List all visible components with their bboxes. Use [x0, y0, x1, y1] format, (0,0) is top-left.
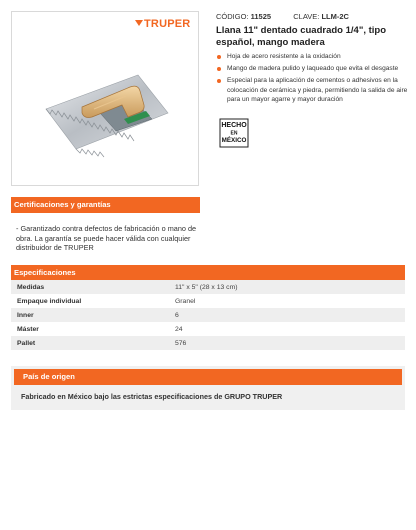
certifications-heading: Certificaciones y garantías [11, 197, 200, 213]
feature-list [216, 52, 411, 107]
product-codes [216, 12, 349, 21]
brand-name: TRUPER [144, 18, 191, 30]
table-row [11, 280, 405, 294]
spec-value: 576 [169, 336, 405, 350]
specifications-table [11, 280, 405, 350]
spec-value: 11" x 5" (28 x 13 cm) [169, 280, 405, 294]
table-row [11, 336, 405, 350]
table-row [11, 308, 405, 322]
spec-value: 6 [169, 308, 405, 322]
product-title: Llana 11" dentado cuadrado 1/4", tipo español, mango madera [216, 25, 387, 48]
specifications-heading: Especificaciones [11, 265, 405, 281]
feature-item: Hoja de acero resistente a la oxidación [216, 52, 411, 62]
code-label: CÓDIGO: [216, 12, 249, 21]
origin-heading [14, 369, 402, 385]
spec-value: Granel [175, 297, 196, 305]
code-value: 11525 [250, 12, 272, 21]
table-row [11, 322, 405, 336]
feature-item: Especial para la aplicación de cementos o adhesivos en la colocación de cerámica y piedra, permitiendo la salida de aire para un mayor agarre y mayor duración [216, 76, 411, 105]
key-label: CLAVE: [293, 12, 320, 21]
badge-line1: HECHO [221, 122, 247, 129]
brand-logo [135, 18, 190, 30]
spec-key: Máster [17, 325, 39, 333]
table-row [11, 294, 405, 308]
spec-key: Inner [11, 308, 169, 322]
badge-line2: EN [230, 130, 238, 137]
key-value: LLM-2C [321, 12, 349, 21]
feature-item: Mango de madera pulido y laqueado que evita el desgaste [216, 64, 411, 74]
spec-value: 24 [175, 325, 183, 333]
badge-line3: MÉXICO [221, 137, 247, 144]
trowel-product-image [42, 67, 172, 162]
origin-heading-label: País de origen [23, 372, 75, 381]
spec-key: Empaque individual [17, 297, 82, 305]
logo-triangle-icon [135, 20, 143, 26]
origin-text: Fabricado en México bajo las estrictas especificaciones de GRUPO TRUPER [21, 392, 283, 401]
origin-section [11, 366, 405, 410]
product-image-panel [11, 11, 199, 186]
certifications-text: - Garantizado contra defectos de fabricación o mano de obra. La garantía se puede hacer válida con cualquier distribuidor de TRUPER [16, 224, 197, 252]
spec-key: Pallet [11, 336, 169, 350]
hecho-en-mexico-badge [218, 117, 250, 149]
spec-key: Medidas [11, 280, 169, 294]
